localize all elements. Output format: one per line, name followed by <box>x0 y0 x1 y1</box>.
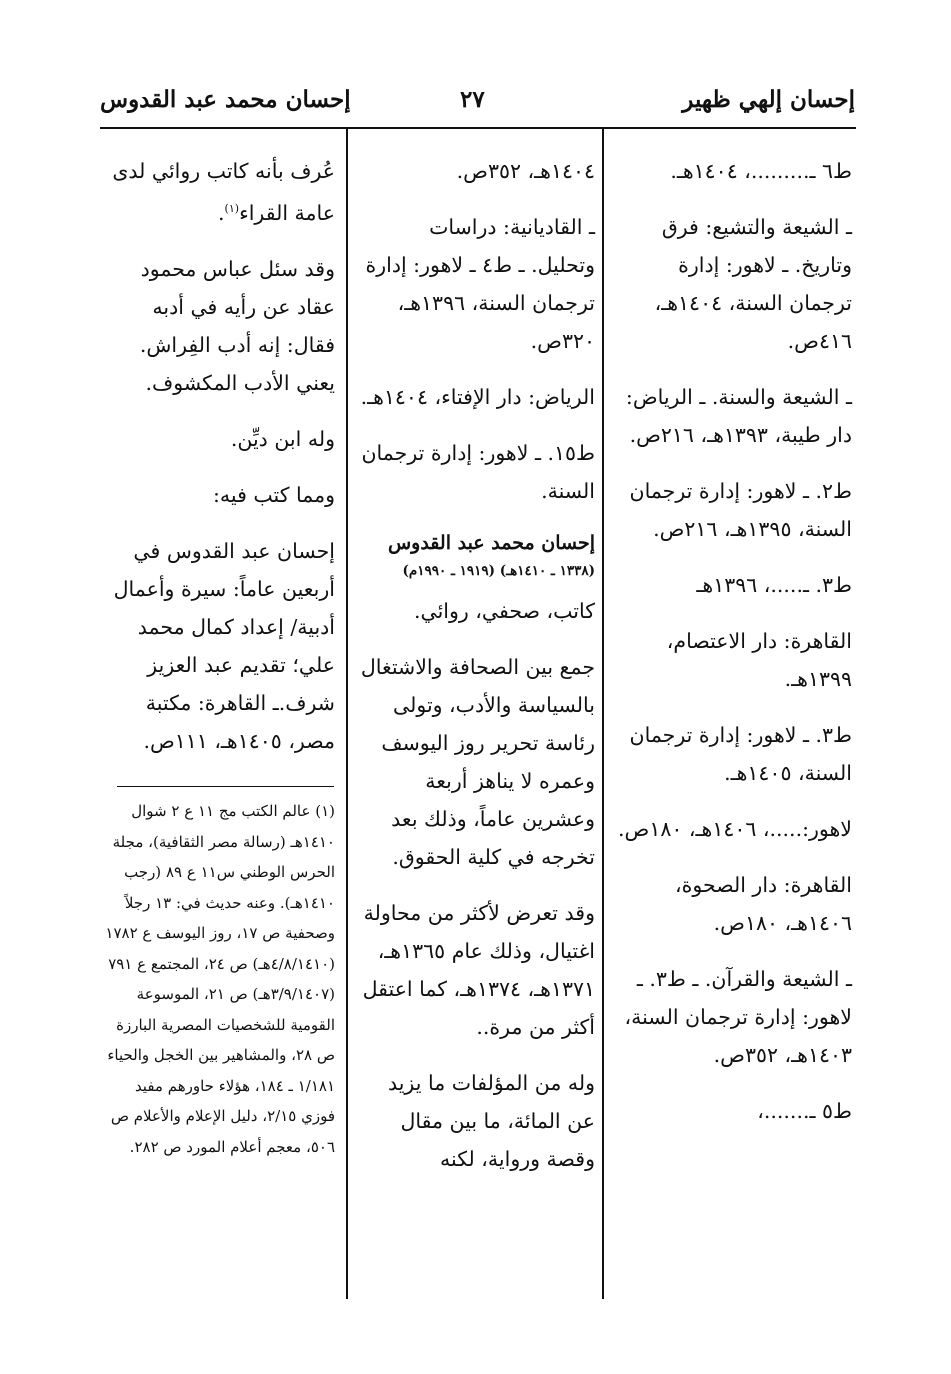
bibliography-entry: ط٢. ـ لاهور: إدارة ترجمان السنة، ١٣٩٥هـ، ٢١٦ص. <box>629 479 852 541</box>
bibliography-entry: لاهور:.....، ١٤٠٦هـ، ١٨٠ص. <box>618 817 852 841</box>
bibliography-entry: ط٣. ـ.....، ١٣٩٦هـ <box>696 573 852 597</box>
header-author-right: إحسان إلهي ظهير <box>682 86 855 113</box>
header-author-left: إحسان محمد عبد القدوس <box>100 86 351 113</box>
column-divider-right <box>602 129 604 1299</box>
biography-paragraph: وله من المؤلفات ما يزيد عن المائة، ما بين مقال وقصة ورواية، لكنه <box>387 1071 595 1171</box>
biography-paragraph: ومما كتب فيه: <box>213 482 335 507</box>
page-header <box>100 86 855 126</box>
column-right <box>616 152 852 1130</box>
bibliography-entry: ـ الشيعة والقرآن. ـ ط٣. ـ لاهور: إدارة ترجمان السنة، ١٤٠٣هـ، ٣٥٢ص. <box>624 967 852 1067</box>
bibliography-entry: ط٥ ـ.......، <box>757 1099 852 1123</box>
bibliography-entry: القاهرة: دار الاعتصام، ١٣٩٩هـ. <box>666 629 852 691</box>
biography-paragraph: جمع بين الصحافة والاشتغال بالسياسة والأدب، وتولى رئاسة تحرير روز اليوسف وعمره لا يناهز أربعة وعشرين عاماً، وذلك بعد تخرجه في كلية الحقوق. <box>360 655 595 869</box>
column-divider-left <box>346 129 348 1299</box>
biography-paragraph: وقد سئل عباس محمود عقاد عن رأيه في أدبه فقال: إنه أدب الفِراش. يعني الأدب المكشوف. <box>139 256 335 395</box>
biography-paragraph: وقد تعرض لأكثر من محاولة اغتيال، وذلك عام ١٣٦٥هـ، ١٣٧١هـ، ١٣٧٤هـ، كما اعتقل أكثر من مرة.. <box>362 901 595 1039</box>
biography-paragraph: إحسان عبد القدوس في أربعين عاماً: سيرة وأعمال أدبية/ إعداد كمال محمد علي؛ تقديم عبد العزيز شرف.ـ القاهرة: مكتبة مصر، ١٤٠٥هـ، ١١١ص. <box>113 538 335 753</box>
bibliography-entry: ط٣. ـ لاهور: إدارة ترجمان السنة، ١٤٠٥هـ. <box>629 723 852 785</box>
biography-paragraph <box>103 152 335 232</box>
biography-paragraph: وله ابن ديِّن. <box>230 426 335 451</box>
page-number: ٢٧ <box>460 86 485 113</box>
entry-title: إحسان محمد عبد القدوس <box>387 532 595 554</box>
header-rule <box>100 127 856 129</box>
bibliography-entry: ـ الشيعة والتشيع: فرق وتاريخ. ـ لاهور: إدارة ترجمان السنة، ١٤٠٤هـ، ٤١٦ص. <box>654 215 852 353</box>
bibliography-entry: ط٦ ـ.........، ١٤٠٤هـ. <box>670 159 852 183</box>
column-left <box>103 152 335 760</box>
paragraph-end: . <box>218 200 225 225</box>
bibliography-entry: ١٤٠٤هـ، ٣٥٢ص. <box>456 159 595 183</box>
footnote-marker: (١) <box>224 202 240 215</box>
bibliography-entry: ط١٥. ـ لاهور: إدارة ترجمان السنة. <box>361 441 595 503</box>
paragraph-text: عُرف بأنه كاتب روائي لدى عامة القراء <box>112 159 335 225</box>
footnote: (١) عالم الكتب مج ١١ ع ٢ شوال ١٤١٠هـ (رسالة مصر الثقافية)، مجلة الحرس الوطني س١١ ع ٨٩ (رجب ١٤١٠هـ). وعنه حديث في: ١٣ رجلاً وصحفية ص ١٧، روز اليوسف ع ١٧٨٢ (٤/٨/١٤١٠هـ) ص ٢٤، المجتمع ع ٧٩١ (٣/٩/١٤٠٧هـ) ص ٢١، الموسوعة القومية للشخصيات المصرية البارزة ص ٢٨، والمشاهير بين الخجل والحياء ١/١٨١ ـ ١٨٤، هؤلاء حاورهم مفيد فوزي ٢/١٥، دليل الإعلام والأعلام ص ٥٠٦، معجم أعلام المورد ص ٢٨٢. <box>105 802 335 1156</box>
bibliography-entry: ـ القاديانية: دراسات وتحليل. ـ ط٤ ـ لاهور: إدارة ترجمان السنة، ١٣٩٦هـ، ٣٢٠ص. <box>365 215 595 353</box>
column-middle <box>360 152 595 1178</box>
bibliography-entry: ـ الشيعة والسنة. ـ الرياض: دار طيبة، ١٣٩٣هـ، ٢١٦ص. <box>625 385 852 447</box>
entry-dates: (١٣٣٨ ـ ١٤١٠هـ) (١٩١٩ ـ ١٩٩٠م) <box>402 563 595 579</box>
bibliography-entry: القاهرة: دار الصحوة، ١٤٠٦هـ، ١٨٠ص. <box>675 873 852 935</box>
footnote-rule <box>117 786 334 787</box>
biography-paragraph: كاتب، صحفي، روائي. <box>413 599 595 623</box>
bibliography-entry: الرياض: دار الإفتاء، ١٤٠٤هـ. <box>360 385 595 409</box>
